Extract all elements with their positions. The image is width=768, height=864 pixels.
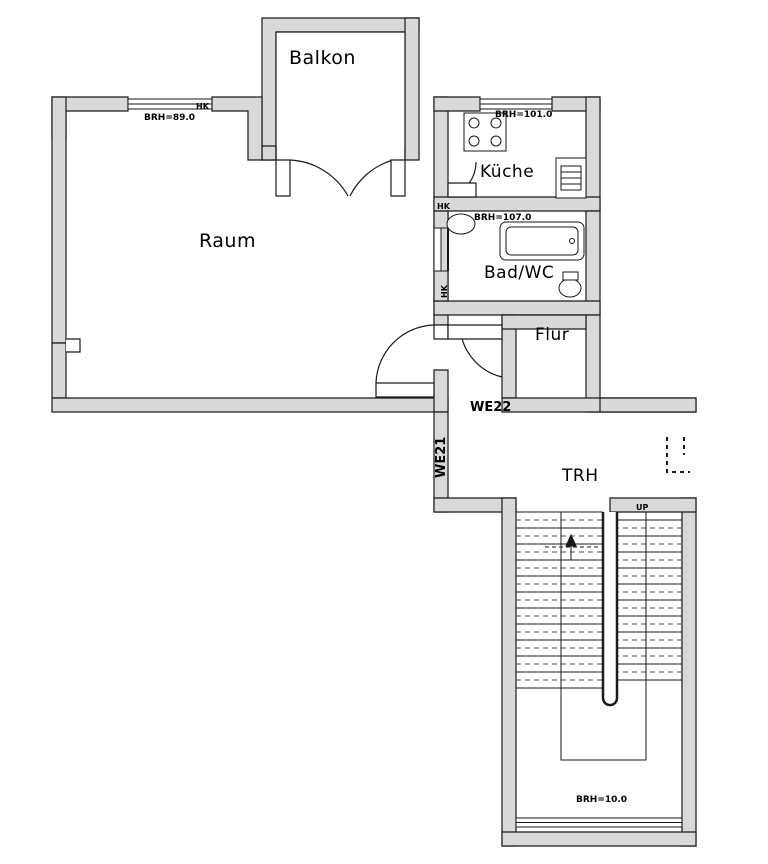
- wall-trh-left: [502, 498, 516, 846]
- wall-balkon-right: [405, 18, 419, 160]
- room-label-kueche: Küche: [480, 162, 535, 182]
- annotation-brh-89: BRH=89.0: [144, 113, 196, 123]
- annotation-brh-107: BRH=107.0: [474, 213, 532, 223]
- annotation-we21: WE21: [434, 436, 449, 478]
- bathroom-fixtures: [447, 214, 584, 297]
- wall-trh-bottom: [502, 832, 696, 846]
- wall-kueche-right: [586, 97, 600, 211]
- annotation-brh-10: BRH=10.0: [576, 795, 628, 805]
- doors: [276, 160, 502, 397]
- room-label-raum: Raum: [199, 230, 256, 252]
- wall-trh-right: [682, 498, 696, 846]
- wall-raum-left-notch: [66, 339, 80, 352]
- room-label-flur: Flur: [535, 325, 570, 345]
- wall-trh-top-right: [610, 498, 696, 512]
- room-label-balkon: Balkon: [289, 47, 356, 69]
- wall-raum-bottom: [52, 398, 448, 412]
- room-label-trh: TRH: [562, 466, 599, 486]
- annotation-we22: WE22: [470, 400, 512, 415]
- annotation-hk-kueche: HK: [437, 202, 450, 211]
- annotation-hk-raum: HK: [196, 102, 209, 111]
- staircase: [516, 512, 682, 827]
- kitchen-fixtures: [464, 113, 586, 198]
- annotation-brh-101: BRH=101.0: [495, 110, 553, 120]
- wall-bad-right: [586, 211, 600, 315]
- wall-bad-bottom: [434, 301, 600, 315]
- wall-outer-right-stub: [600, 398, 696, 412]
- annotation-hk-bad: HK: [440, 285, 449, 298]
- wall-raum-top-mid: [212, 97, 262, 160]
- room-label-bad-wc: Bad/WC: [484, 263, 555, 283]
- annotation-up: UP: [636, 503, 649, 512]
- wall-balkon-bottom-left: [262, 146, 276, 160]
- wall-raum-right-lower: [434, 370, 448, 412]
- wall-raum-left-lower: [52, 343, 66, 398]
- wall-kueche-bottom: [434, 197, 600, 211]
- dashed-marker: [667, 437, 690, 472]
- wall-kueche-top-left: [434, 97, 480, 111]
- wall-raum-left: [52, 97, 66, 343]
